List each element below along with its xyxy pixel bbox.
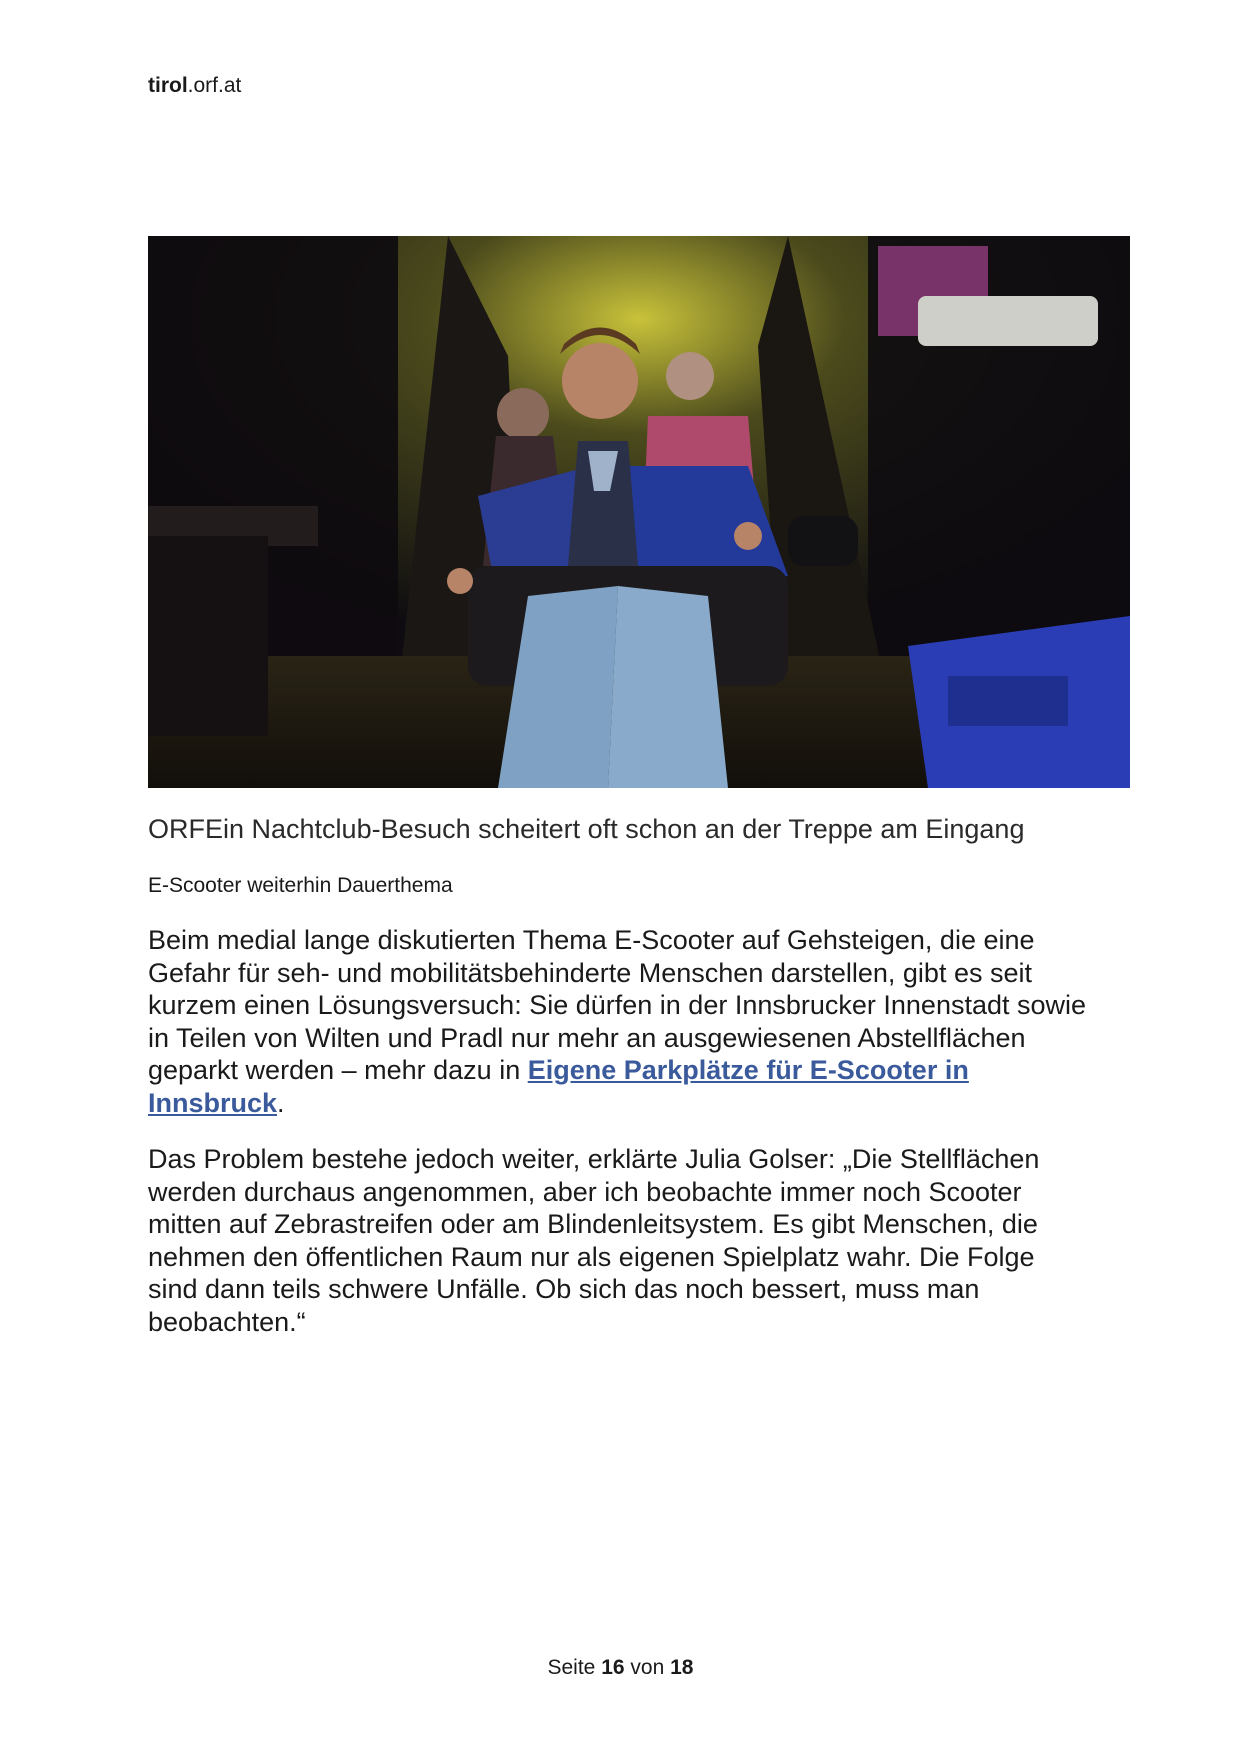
page-of-label: von (630, 1656, 665, 1679)
section-subheading: E-Scooter weiterhin Dauerthema (148, 874, 453, 897)
photo-illustration (148, 236, 1130, 788)
article-paragraph-1 (148, 924, 1088, 1119)
total-page-count: 18 (670, 1656, 694, 1679)
site-name-bold: tirol (148, 74, 188, 97)
page-label: Seite (547, 1656, 596, 1679)
photo-caption: ORFEin Nachtclub-Besuch scheitert oft schon an der Treppe am Eingang (148, 814, 1025, 844)
page-footer (0, 1656, 1241, 1680)
paragraph-1-text: Beim medial lange diskutierten Thema E-Scooter auf Gehsteigen, die eine Gefahr für seh- und mobilitätsbehinderte Menschen darstellen, gibt es seit kurzem einen Lösungsversuch: Sie dürfen in der Innsbrucker Innenstadt sowie in Teilen von Wilten und Pradl nur mehr an ausgewiesenen Abstellflächen geparkt werden – mehr dazu in (148, 925, 1087, 1085)
paragraph-1-end: . (277, 1087, 285, 1118)
article-paragraph-2: Das Problem bestehe jedoch weiter, erklärte Julia Golser: „Die Stellflächen werden durchaus angenommen, aber ich beobachte immer noch Scooter mitten auf Zebrastreifen oder am Blindenleitsystem. Es gibt Menschen, die nehmen den öffentlichen Raum nur als eigenen Spielplatz wahr. Die Folge sind dann teils schwere Unfälle. Ob sich das noch bessert, muss man beobachten.“ (148, 1144, 1040, 1337)
site-header (148, 74, 241, 98)
site-name-rest: .orf.at (187, 74, 242, 97)
parking-article-link[interactable]: Eigene Parkplätze für E-Scooter in Innsbruck (148, 1055, 969, 1118)
article-photo (148, 236, 1130, 788)
current-page-number: 16 (601, 1656, 625, 1679)
